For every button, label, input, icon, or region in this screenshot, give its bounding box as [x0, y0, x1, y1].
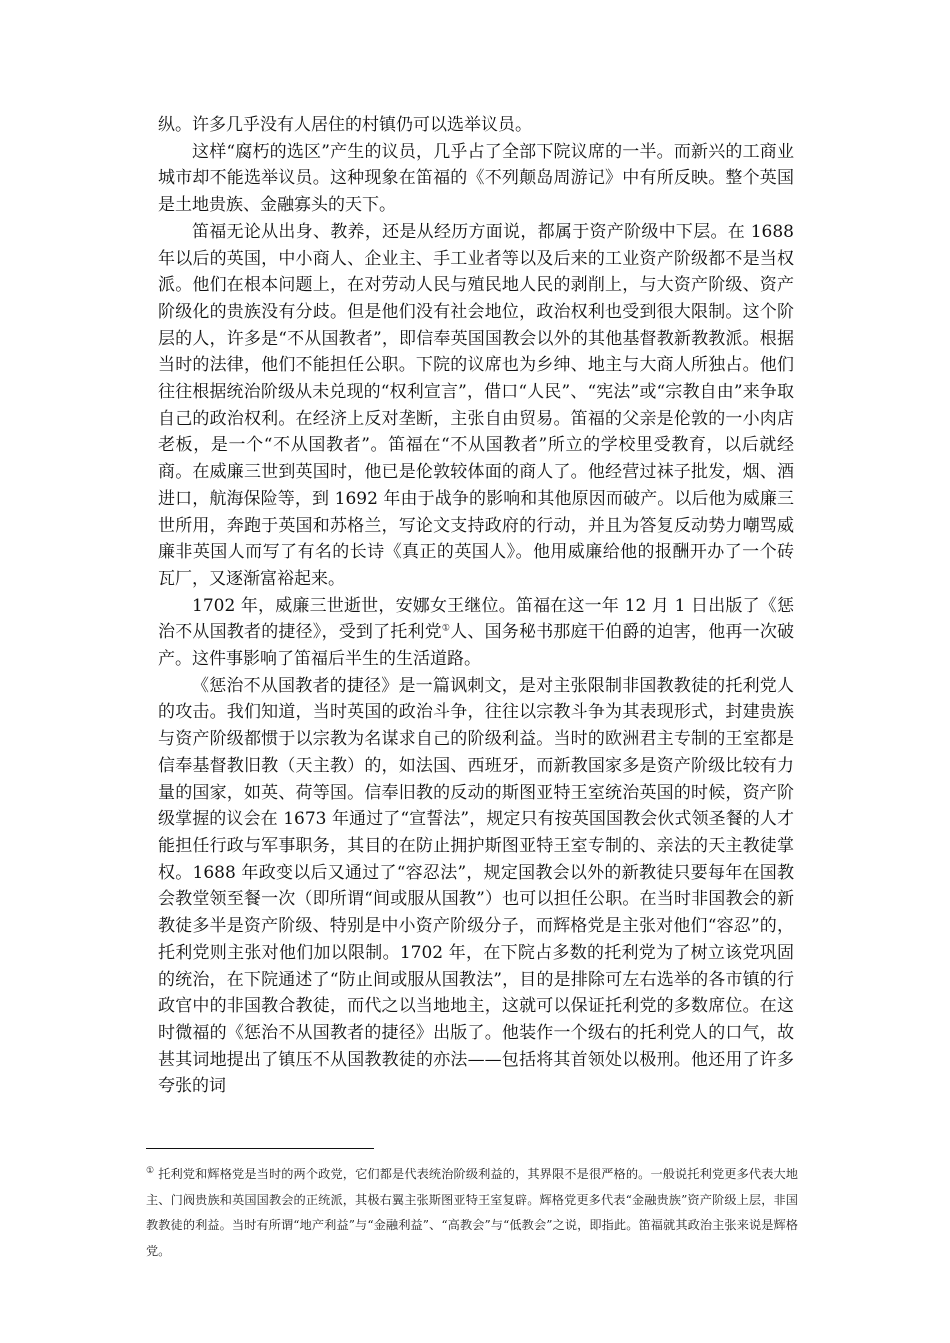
footnote-reference: ①: [441, 623, 451, 634]
footnote-text: 托利党和辉格党是当时的两个政党，它们都是代表统治阶级利益的，其界限不是很严格的。一般说托利党更多代表大地主、门阀贵族和英国国教会的正统派，其极右翼主张斯图亚特王室复辟。辉格党更多代表“金融贵族”资产阶级上层，非国教教徒的利益。当时有所谓“地产利益”与“金融利益”、“高教会”与“低教会”之说，即指此。笛福就其政治主张来说是辉格党。: [146, 1167, 798, 1258]
paragraph-1702-part2: 人、国务秘书那庭干伯爵的迫害，他再一次破产。这件事影响了笛福后半生的生活道路。: [158, 622, 795, 670]
paragraph-shortest-way: 《惩治不从国教者的捷径》是一篇讽刺文，是对主张限制非国教教徒的托利党人的攻击。我们知道，当时英国的政治斗争，往往以宗教斗争为其表现形式，封建贵族与资产阶级都惯于以宗教为名谋求自己的阶级利益。当时的欧洲君主专制的王室都是信奉基督教旧教（天主教）的，如法国、西班牙，而新教国家多是资产阶级比较有力量的国家，如英、荷等国。信奉旧教的反动的斯图亚特王室统治英国的时候，资产阶级掌握的议会在 1673 年通过了“宣誓法”，规定只有按英国国教会伙式领圣餐的人才能担任行政与军事职务，其目的在防止拥护斯图亚特王室专制的、亲法的天主教徒掌权。1688 年政变以后又通过了“容忍法”，规定国教会以外的新教徒只要每年在国教会教堂领至餐一次（即所谓“间或服从国教”）也可以担任公职。在当时非国教会的新教徒多半是资产阶级、特别是中小资产阶级分子，而辉格党是主张对他们“容忍”的，托利党则主张对他们加以限制。1702 年，在下院占多数的托利党为了树立该党巩固的统治，在下院通述了“防止间或服从国教法”，目的是排除可左右选举的各市镇的行政官中的非国教合教徒，而代之以当地地主，这就可以保证托利党的多数席位。在这时微福的《惩治不从国教者的捷径》出版了。他装作一个级右的托利党人的口气，故甚其词地提出了镇压不从国教教徒的亦法——包括将其首领处以极刑。他还用了许多夸张的词: [158, 675, 794, 1097]
paragraph-defoe-background: 笛福无论从出身、教养，还是从经历方面说，都属于资产阶级中下层。在 1688 年以后的英国，中小商人、企业主、手工业者等以及后来的工业资产阶级都不是当权派。他们在根本问题上，在对劳动人民与殖民地人民的剥削上，与大资产阶级、资产阶级化的贵族没有分歧。但是他们没有社会地位，政治权利也受到很大限制。这个阶层的人，许多是“不从国教者”，即信奉英国国教会以外的其他基督教新教教派。根据当时的法律，他们不能担任公职。下院的议席也为乡绅、地主与大商人所独占。他们往往根据统治阶级从未兑现的“权利宣言”，借口“人民”、“宪法”或“宗教自由”来争取自己的政治权利。在经济上反对垄断，主张自由贸易。笛福的父亲是伦敦的一小肉店老板，是一个“不从国教者”。笛福在“不从国教者”所立的学校里受教育，以后就经商。在威廉三世到英国时，他已是伦敦较体面的商人了。他经营过袜子批发，烟、酒进口，航海保险等，到 1692 年由于战争的影响和其他原因而破产。以后他为威廉三世所用，奔跑于英国和苏格兰，写论文支持政府的行动，并且为答复反动势力嘲骂威廉非英国人而写了有名的长诗《真正的英国人》。他用威廉给他的报酬开办了一个砖瓦厂，又逐渐富裕起来。: [158, 221, 794, 589]
paragraph-rotten-boroughs: 这样“腐朽的选区”产生的议员，几乎占了全部下院议席的一半。而新兴的工商业城市却不能选举议员。这种现象在笛福的《不列颠岛周游记》中有所反映。整个英国是土地贵族、金融寡头的天下。: [158, 141, 794, 216]
footnote: [146, 1162, 798, 1264]
paragraph-1702: [158, 593, 794, 673]
page-body: [158, 112, 794, 1100]
footnote-marker: ①: [146, 1165, 155, 1176]
paragraph-1702-part1: 1702 年，威廉三世逝世，安娜女王继位。笛福在这一年 12 月 1 日出版了《惩治不从国教者的捷径》，受到了托利党: [158, 595, 794, 643]
paragraph-continuation: 纵。许多几乎没有人居住的村镇仍可以选举议员。: [158, 115, 532, 135]
footnote-divider: [146, 1148, 374, 1149]
